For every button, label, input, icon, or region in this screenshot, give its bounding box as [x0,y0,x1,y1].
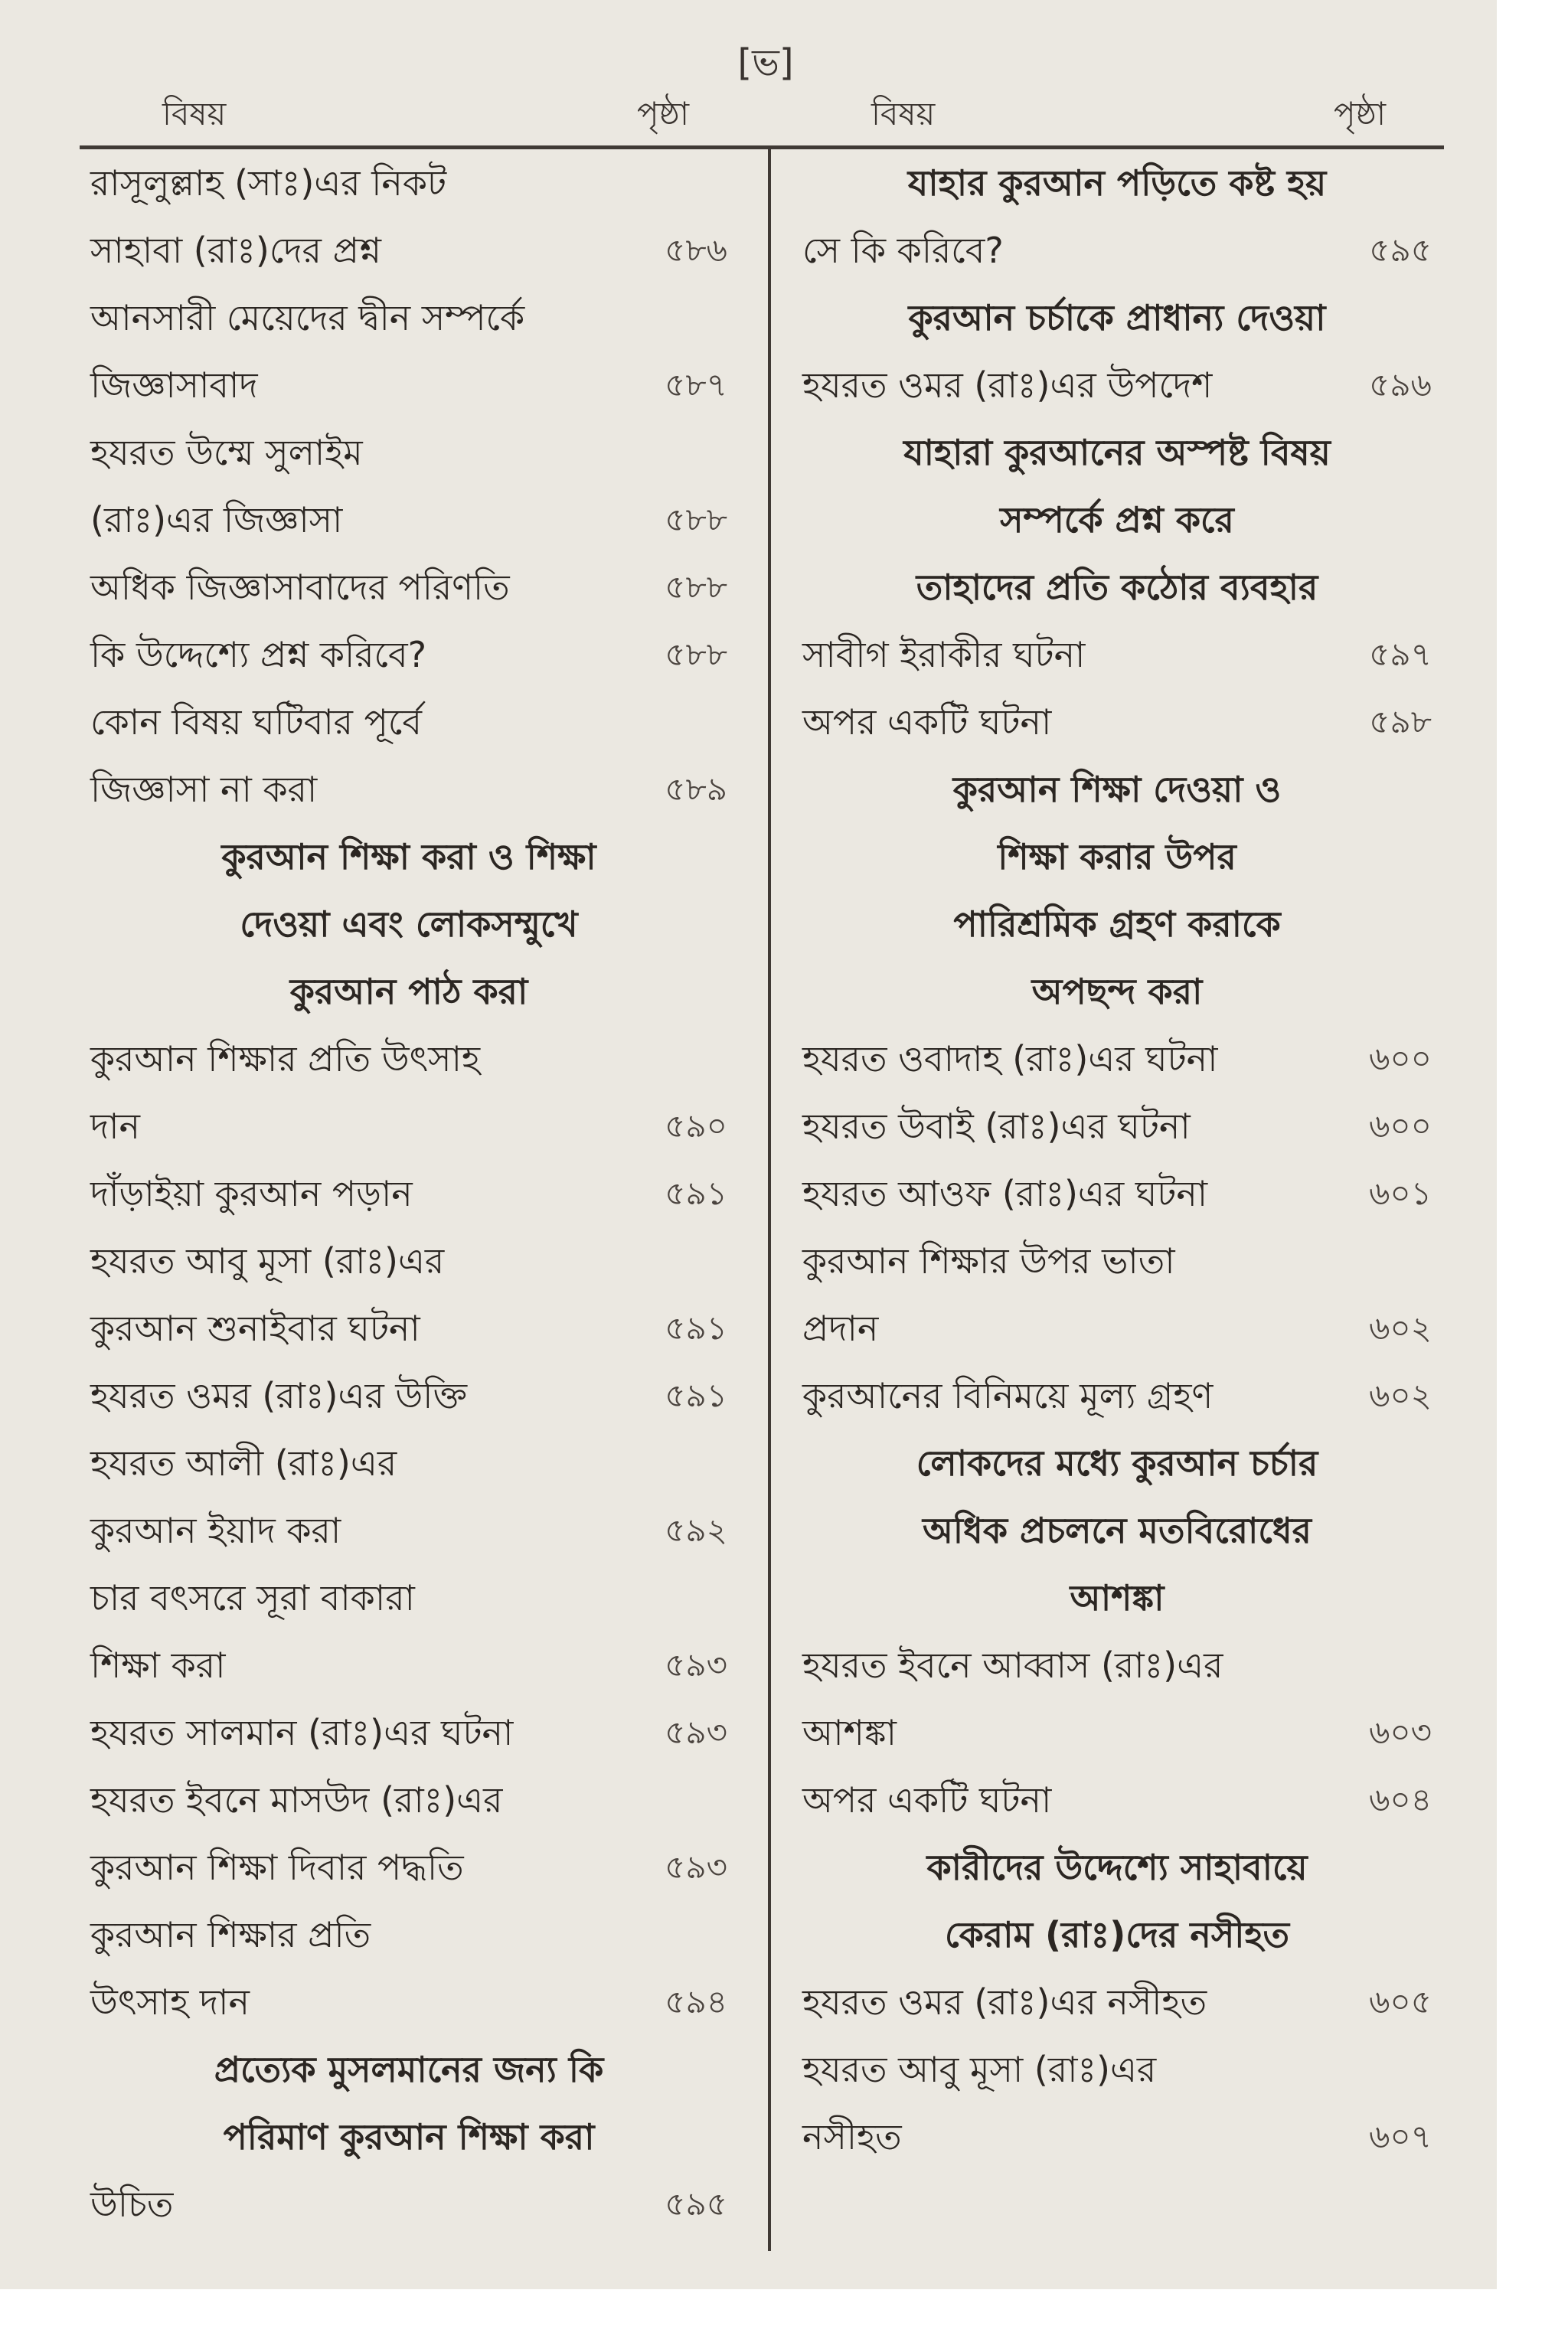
toc-entry [90,1564,727,1632]
toc-entry [802,1766,1432,1834]
entry-title: শিক্ষা করা [90,1645,226,1686]
section-heading: কুরআন শিক্ষা করা ও শিক্ষা [221,836,596,877]
entry-title: আনসারী মেয়েদের দ্বীন সম্পর্কে [90,297,525,338]
entry-title: হযরত আবু মূসা (রাঃ)এর [802,2049,1157,2090]
entry-page-number: ৬০১ [1369,1174,1432,1212]
toc-entry [90,1362,727,1429]
section-heading: কারীদের উদ্দেশ্যে সাহাবায়ে [926,1847,1308,1888]
section-heading: দেওয়া এবং লোকসম্মুখে [240,903,578,945]
section-heading: প্রত্যেক মুসলমানের জন্য কি [214,2049,604,2090]
entry-page-number: ৫৯৫ [665,2185,727,2223]
entry-title: কুরআন শিক্ষার প্রতি [90,1914,371,1955]
entry-title: কুরআনের বিনিময়ে মূল্য গ্রহণ [802,1375,1214,1416]
entry-page-number: ৬০০ [1369,1107,1432,1145]
section-heading: অপছন্দ করা [1031,971,1203,1012]
section-heading: যাহার কুরআন পড়িতে কষ্ট হয় [907,162,1327,204]
entry-title: হযরত আবু মূসা (রাঃ)এর [90,1240,445,1282]
toc-entry [90,1429,727,1497]
entry-title: জিজ্ঞাসাবাদ [90,364,258,406]
entry-title: সাহাবা (রাঃ)দের প্রশ্ন [90,230,381,271]
section-heading: যাহারা কুরআনের অস্পষ্ট বিষয় [903,432,1331,473]
page-number: [ভ] [737,41,794,84]
entry-title: দান [90,1106,140,1147]
entry-page-number: ৫৯৫ [1369,231,1432,269]
entry-page-number: ৬০৭ [1369,2118,1432,2155]
entry-page-number: ৫৯৩ [665,1713,727,1751]
entry-title: হযরত ইবনে মাসউদ (রাঃ)এর [90,1779,503,1821]
toc-entry [90,1160,727,1227]
entry-title: হযরত ইবনে আব্বাস (রাঃ)এর [802,1645,1223,1686]
entry-title: হযরত উম্মে সুলাইম [90,432,363,473]
entry-page-number: ৫৯১ [665,1174,727,1212]
entry-title: সে কি করিবে? [802,230,1004,271]
toc-entry [90,756,727,823]
toc-entry [802,1025,1432,1093]
left-page-header: পৃষ্ঠা [637,95,690,132]
entry-title: হযরত ওবাদাহ (রাঃ)এর ঘটনা [802,1038,1218,1080]
entry-page-number: ৫৯০ [665,1107,727,1145]
toc-entry [90,1025,727,1093]
section-heading: কুরআন চর্চাকে প্রাধান্য দেওয়া [908,297,1326,338]
entry-page-number: ৫৯২ [665,1511,727,1549]
toc-entry [802,1093,1432,1160]
entry-title: কুরআন শিক্ষার উপর ভাতা [802,1240,1175,1282]
entry-title: জিজ্ঞাসা না করা [90,769,318,810]
entry-page-number: ৬০২ [1369,1377,1432,1414]
left-subject-header: বিষয় [162,95,227,132]
entry-title: কি উদ্দেশ্যে প্রশ্ন করিবে? [90,634,427,675]
toc-entry [802,351,1432,419]
entry-title: রাসূলুল্লাহ (সাঃ)এর নিকট [90,162,447,204]
left-column [90,149,727,2238]
right-page-header: পৃষ্ঠা [1334,95,1387,132]
column-divider [768,149,771,2251]
right-subject-header: বিষয় [871,95,936,132]
section-heading: পারিশ্রমিক গ্রহণ করাকে [953,903,1281,945]
entry-title: হযরত উবাই (রাঃ)এর ঘটনা [802,1106,1191,1147]
entry-title: অপর একটি ঘটনা [802,1779,1052,1821]
toc-entry [90,1834,727,1901]
entry-title: অধিক জিজ্ঞাসাবাদের পরিণতি [90,567,510,608]
toc-entry [90,351,727,419]
entry-page-number: ৬০২ [1369,1309,1432,1347]
entry-title: কুরআন শুনাইবার ঘটনা [90,1308,420,1349]
toc-entry [90,1497,727,1564]
entry-title: কোন বিষয় ঘটিবার পূর্বে [90,701,422,743]
toc-entry [802,1160,1432,1227]
toc-entry [802,217,1432,284]
entry-page-number: ৫৯৪ [665,1983,727,2020]
entry-page-number: ৫৯৮ [1369,703,1432,740]
entry-title: হযরত সালমান (রাঃ)এর ঘটনা [90,1712,514,1753]
toc-entry [90,486,727,554]
toc-entry [90,1901,727,1968]
toc-entry [802,1295,1432,1362]
toc-entry [802,1699,1432,1766]
entry-page-number: ৫৮৭ [665,366,727,403]
entry-page-number: ৫৮৬ [665,231,727,269]
toc-entry [802,2036,1432,2103]
entry-title: হযরত ওমর (রাঃ)এর নসীহত [802,1981,1207,2023]
entry-page-number: ৬০৫ [1369,1983,1432,2020]
entry-page-number: ৫৯১ [665,1377,727,1414]
entry-title: নসীহত [802,2116,902,2158]
toc-entry [90,554,727,621]
entry-page-number: ৫৯৬ [1369,366,1432,403]
entry-page-number: ৫৯৩ [665,1646,727,1684]
toc-entry [90,1766,727,1834]
entry-page-number: ৫৮৮ [665,568,727,606]
toc-entry [802,1227,1432,1295]
section-heading: আশঙ্কা [1070,1577,1165,1619]
toc-entry [90,1227,727,1295]
section-heading: কুরআন পাঠ করা [289,971,528,1012]
toc-entry [802,688,1432,756]
toc-entry [802,2103,1432,2171]
entry-title: চার বৎসরে সূরা বাকারা [90,1577,415,1619]
entry-page-number: ৫৮৯ [665,770,727,808]
section-heading: অধিক প্রচলনে মতবিরোধের [923,1510,1312,1551]
entry-title: উৎসাহ দান [90,1981,250,2023]
toc-entry [90,1093,727,1160]
toc-entry [90,1295,727,1362]
entry-title: (রাঃ)এর জিজ্ঞাসা [90,499,343,541]
section-heading: কুরআন শিক্ষা দেওয়া ও [952,769,1282,810]
toc-entry [90,621,727,688]
toc-entry [90,1699,727,1766]
section-heading: তাহাদের প্রতি কঠোর ব্যবহার [916,567,1318,608]
entry-page-number: ৫৯১ [665,1309,727,1347]
toc-entry [802,1362,1432,1429]
toc-entry [90,1632,727,1699]
entry-page-number: ৫৯৭ [1369,635,1432,673]
right-column [802,149,1432,2171]
entry-title: উচিত [90,2184,174,2225]
entry-page-number: ৬০৩ [1369,1713,1432,1751]
toc-entry [90,1968,727,2036]
toc-entry [90,419,727,486]
entry-title: দাঁড়াইয়া কুরআন পড়ান [90,1173,413,1214]
entry-title: প্রদান [802,1308,879,1349]
toc-entry [802,1968,1432,2036]
toc-entry [802,1632,1432,1699]
entry-title: হযরত আওফ (রাঃ)এর ঘটনা [802,1173,1208,1214]
toc-entry [90,688,727,756]
toc-entry [90,149,727,217]
entry-title: আশঙ্কা [802,1712,897,1753]
entry-page-number: ৬০০ [1369,1040,1432,1077]
entry-page-number: ৫৮৮ [665,635,727,673]
entry-page-number: ৬০৪ [1369,1781,1432,1818]
entry-title: হযরত ওমর (রাঃ)এর উক্তি [90,1375,468,1416]
entry-title: কুরআন শিক্ষার প্রতি উৎসাহ [90,1038,481,1080]
entry-title: কুরআন শিক্ষা দিবার পদ্ধতি [90,1847,464,1888]
section-heading: লোকদের মধ্যে কুরআন চর্চার [916,1442,1318,1484]
entry-title: সাবীগ ইরাকীর ঘটনা [802,634,1086,675]
section-heading: পরিমাণ কুরআন শিক্ষা করা [223,2116,595,2158]
entry-title: হযরত ওমর (রাঃ)এর উপদেশ [802,364,1213,406]
toc-entry [90,284,727,351]
toc-entry [90,2171,727,2238]
entry-page-number: ৫৮৮ [665,501,727,538]
section-heading: সম্পর্কে প্রশ্ন করে [1000,499,1234,541]
section-heading: শিক্ষা করার উপর [998,836,1236,877]
toc-entry [802,621,1432,688]
entry-title: হযরত আলী (রাঃ)এর [90,1442,397,1484]
section-heading: কেরাম (রাঃ)দের নসীহত [944,1914,1290,1955]
entry-title: কুরআন ইয়াদ করা [90,1510,341,1551]
toc-entry [90,217,727,284]
entry-page-number: ৫৯৩ [665,1848,727,1886]
entry-title: অপর একটি ঘটনা [802,701,1052,743]
